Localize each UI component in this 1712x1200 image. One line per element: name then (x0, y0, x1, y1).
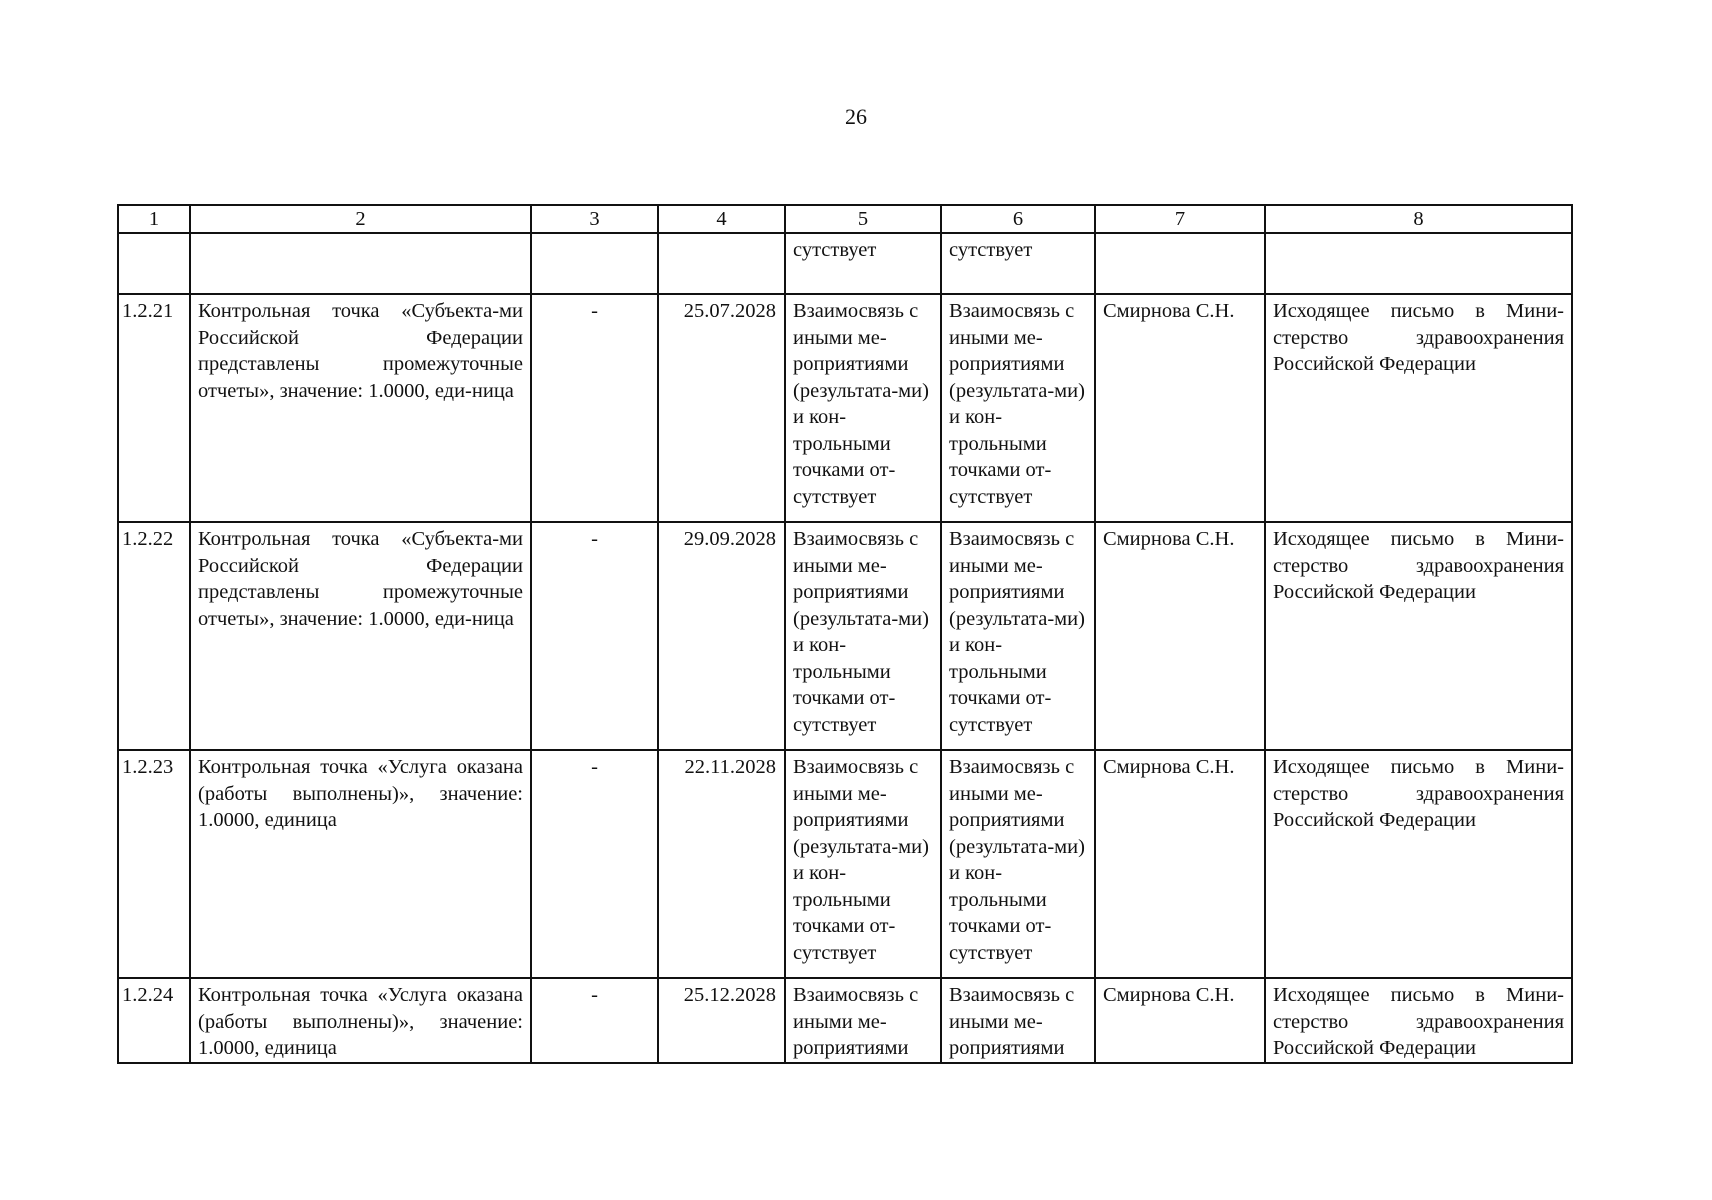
row-number: 1.2.22 (118, 522, 190, 750)
column-header-3: 3 (531, 205, 658, 233)
table-row (118, 522, 1572, 750)
table-row (118, 750, 1572, 978)
relation-predecessor: Взаимосвязь с иными ме-роприятиями (785, 978, 941, 1063)
responsible-person: Смирнова С.Н. (1095, 978, 1265, 1063)
confirming-document: Исходящее письмо в Мини-стерство здравоохранения Российской Федерации (1265, 978, 1572, 1063)
column-header-1: 1 (118, 205, 190, 233)
due-date: 25.07.2028 (658, 294, 785, 522)
continuation-row (118, 233, 1572, 294)
confirming-document: Исходящее письмо в Мини-стерство здравоохранения Российской Федерации (1265, 522, 1572, 750)
previous-checkpoint: - (531, 294, 658, 522)
schedule-table (117, 204, 1573, 1064)
empty-cell (118, 233, 190, 294)
previous-checkpoint: - (531, 978, 658, 1063)
responsible-person: Смирнова С.Н. (1095, 522, 1265, 750)
page-number: 26 (845, 104, 867, 129)
checkpoint-name: Контрольная точка «Субъекта-ми Российской Федерации представлены промежуточные отчеты», значение: 1.0000, еди-ница (190, 522, 531, 750)
responsible-person: Смирнова С.Н. (1095, 294, 1265, 522)
due-date: 25.12.2028 (658, 978, 785, 1063)
due-date: 22.11.2028 (658, 750, 785, 978)
checkpoint-name: Контрольная точка «Услуга оказана (работы выполнены)», значение: 1.0000, единица (190, 750, 531, 978)
relation-cell-continued: сутствует (941, 233, 1095, 294)
due-date: 29.09.2028 (658, 522, 785, 750)
table-row (118, 978, 1572, 1063)
column-number-header-row (118, 205, 1572, 233)
relation-successor: Взаимосвязь с иными ме-роприятиями (941, 978, 1095, 1063)
empty-cell (531, 233, 658, 294)
relation-successor: Взаимосвязь с иными ме-роприятиями (результата-ми) и кон-трольными точками от-сутствует (941, 750, 1095, 978)
checkpoint-name: Контрольная точка «Субъекта-ми Российской Федерации представлены промежуточные отчеты», значение: 1.0000, еди-ница (190, 294, 531, 522)
relation-predecessor: Взаимосвязь с иными ме-роприятиями (результата-ми) и кон-трольными точками от-сутствует (785, 294, 941, 522)
empty-cell (1095, 233, 1265, 294)
relation-cell-continued: сутствует (785, 233, 941, 294)
relation-predecessor: Взаимосвязь с иными ме-роприятиями (результата-ми) и кон-трольными точками от-сутствует (785, 522, 941, 750)
confirming-document: Исходящее письмо в Мини-стерство здравоохранения Российской Федерации (1265, 294, 1572, 522)
relation-successor: Взаимосвязь с иными ме-роприятиями (результата-ми) и кон-трольными точками от-сутствует (941, 294, 1095, 522)
empty-cell (1265, 233, 1572, 294)
table-row (118, 294, 1572, 522)
column-header-6: 6 (941, 205, 1095, 233)
responsible-person: Смирнова С.Н. (1095, 750, 1265, 978)
row-number: 1.2.24 (118, 978, 190, 1063)
confirming-document: Исходящее письмо в Мини-стерство здравоохранения Российской Федерации (1265, 750, 1572, 978)
relation-successor: Взаимосвязь с иными ме-роприятиями (результата-ми) и кон-трольными точками от-сутствует (941, 522, 1095, 750)
relation-predecessor: Взаимосвязь с иными ме-роприятиями (результата-ми) и кон-трольными точками от-сутствует (785, 750, 941, 978)
column-header-8: 8 (1265, 205, 1572, 233)
previous-checkpoint: - (531, 750, 658, 978)
row-number: 1.2.21 (118, 294, 190, 522)
column-header-7: 7 (1095, 205, 1265, 233)
row-number: 1.2.23 (118, 750, 190, 978)
previous-checkpoint: - (531, 522, 658, 750)
empty-cell (658, 233, 785, 294)
column-header-2: 2 (190, 205, 531, 233)
checkpoint-name: Контрольная точка «Услуга оказана (работы выполнены)», значение: 1.0000, единица (190, 978, 531, 1063)
column-header-4: 4 (658, 205, 785, 233)
empty-cell (190, 233, 531, 294)
column-header-5: 5 (785, 205, 941, 233)
